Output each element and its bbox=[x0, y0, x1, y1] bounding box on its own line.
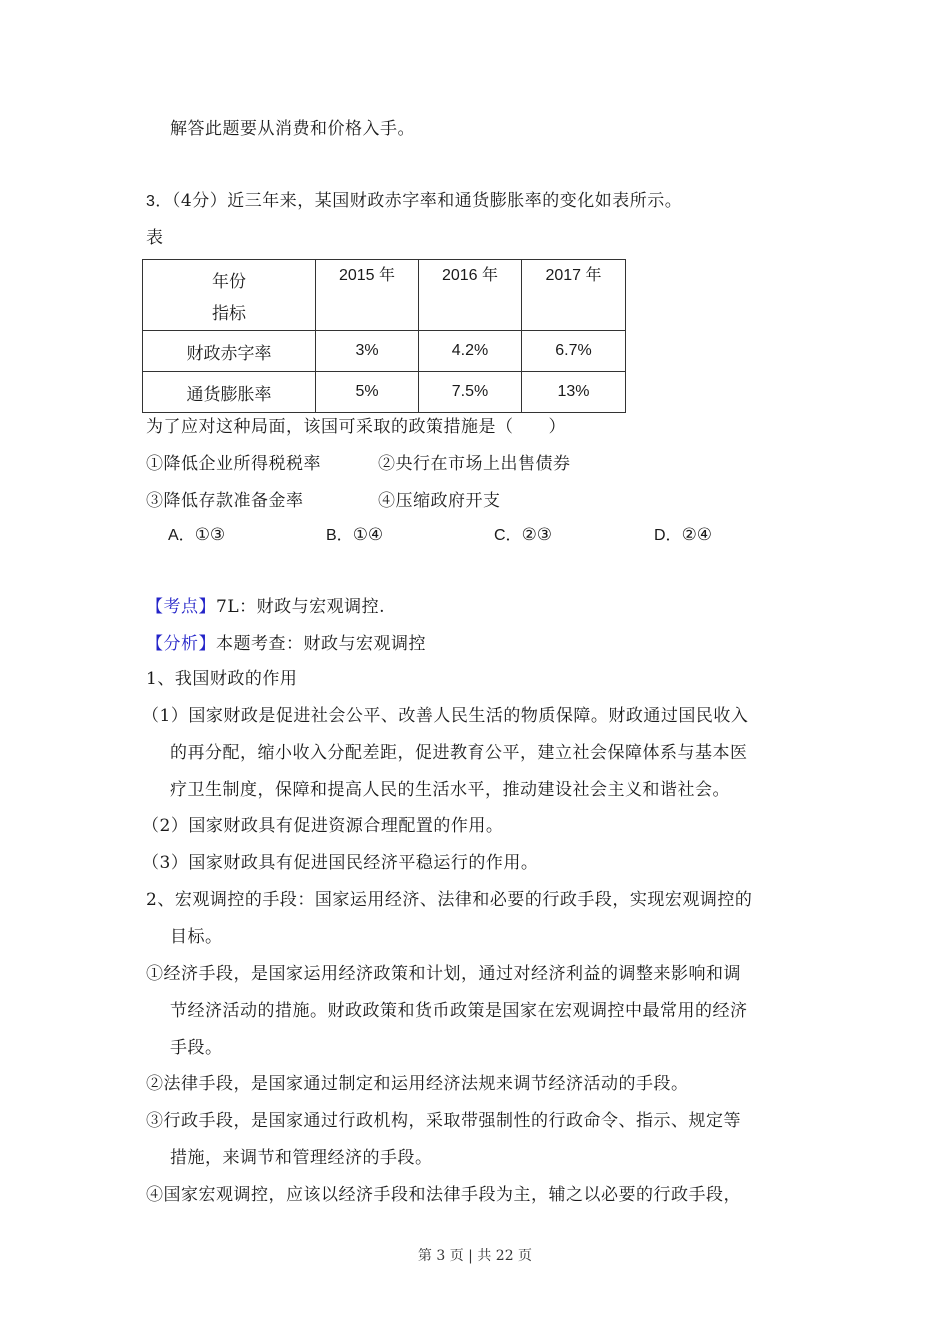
analysis-line: 措施，来调节和管理经济的手段。 bbox=[170, 1148, 433, 1168]
fenxi-tag: 【分析】 bbox=[146, 634, 216, 654]
table-cell: 3% bbox=[316, 331, 419, 372]
table-cell: 13% bbox=[522, 372, 626, 413]
option-c[interactable]: C．②③ bbox=[494, 525, 553, 545]
kaodian-line bbox=[146, 596, 385, 618]
analysis-line: ③行政手段，是国家通过行政机构，采取带强制性的行政命令、指示、规定等 bbox=[146, 1111, 741, 1131]
question-text: （4分）近三年来，某国财政赤字率和通货膨胀率的变化如表所示。 bbox=[171, 191, 683, 211]
table-row bbox=[143, 331, 626, 372]
table-label: 表 bbox=[146, 228, 164, 248]
question-prompt: 为了应对这种局面，该国可采取的政策措施是（ ） bbox=[146, 417, 566, 437]
statement-3: ③降低存款准备金率 bbox=[146, 491, 304, 511]
kaodian-tag: 【考点】 bbox=[146, 597, 216, 617]
statement-4: ④压缩政府开支 bbox=[378, 491, 501, 511]
table-cell: 5% bbox=[316, 372, 419, 413]
analysis-line: 2、宏观调控的手段：国家运用经济、法律和必要的行政手段，实现宏观调控的 bbox=[146, 890, 753, 910]
statement-1: ①降低企业所得税税率 bbox=[146, 454, 321, 474]
fenxi-line bbox=[146, 633, 426, 655]
table-header-cell: 2016 年 bbox=[419, 260, 522, 331]
option-d[interactable]: D．②④ bbox=[654, 525, 713, 545]
analysis-line: 手段。 bbox=[170, 1038, 223, 1058]
corner-top-label: 年份 bbox=[212, 272, 246, 292]
kaodian-text: 7L：财政与宏观调控. bbox=[216, 597, 386, 617]
analysis-line: ①经济手段，是国家运用经济政策和计划，通过对经济利益的调整来影响和调 bbox=[146, 964, 741, 984]
table-header-row bbox=[143, 260, 626, 331]
intro-line: 解答此题要从消费和价格入手。 bbox=[170, 119, 415, 139]
table-cell: 6.7% bbox=[522, 331, 626, 372]
table-cell: 4.2% bbox=[419, 331, 522, 372]
table-row bbox=[143, 372, 626, 413]
analysis-line: 节经济活动的措施。财政政策和货币政策是国家在宏观调控中最常用的经济 bbox=[170, 1001, 748, 1021]
table-cell: 7.5% bbox=[419, 372, 522, 413]
question-number: 3． bbox=[146, 193, 172, 210]
analysis-line: ②法律手段，是国家通过制定和运用经济法规来调节经济活动的手段。 bbox=[146, 1074, 689, 1094]
analysis-line: 疗卫生制度，保障和提高人民的生活水平，推动建设社会主义和谐社会。 bbox=[170, 780, 730, 800]
table-header-cell: 2015 年 bbox=[316, 260, 419, 331]
analysis-line: （1）国家财政是促进社会公平、改善人民生活的物质保障。财政通过国民收入 bbox=[142, 706, 749, 726]
table-header-cell: 2017 年 bbox=[522, 260, 626, 331]
corner-bottom-label: 指标 bbox=[212, 304, 246, 324]
statement-2: ②央行在市场上出售债券 bbox=[378, 454, 571, 474]
question-stem bbox=[146, 190, 682, 213]
table-corner-cell bbox=[143, 260, 316, 331]
option-b[interactable]: B．①④ bbox=[326, 525, 384, 545]
analysis-line: ④国家宏观调控，应该以经济手段和法律手段为主，辅之以必要的行政手段， bbox=[146, 1185, 741, 1205]
analysis-line: 的再分配，缩小收入分配差距，促进教育公平，建立社会保障体系与基本医 bbox=[170, 743, 748, 763]
analysis-line: 目标。 bbox=[170, 927, 223, 947]
analysis-line: （3）国家财政具有促进国民经济平稳运行的作用。 bbox=[142, 853, 539, 873]
row-label: 通货膨胀率 bbox=[143, 372, 316, 413]
fenxi-text: 本题考查：财政与宏观调控 bbox=[216, 634, 426, 654]
option-a[interactable]: A．①③ bbox=[168, 525, 226, 545]
page-footer: 第 3 页 | 共 22 页 bbox=[417, 1248, 533, 1264]
analysis-line: 1、我国财政的作用 bbox=[146, 669, 298, 689]
data-table bbox=[142, 259, 626, 413]
analysis-line: （2）国家财政具有促进资源合理配置的作用。 bbox=[142, 816, 504, 836]
row-label: 财政赤字率 bbox=[143, 331, 316, 372]
